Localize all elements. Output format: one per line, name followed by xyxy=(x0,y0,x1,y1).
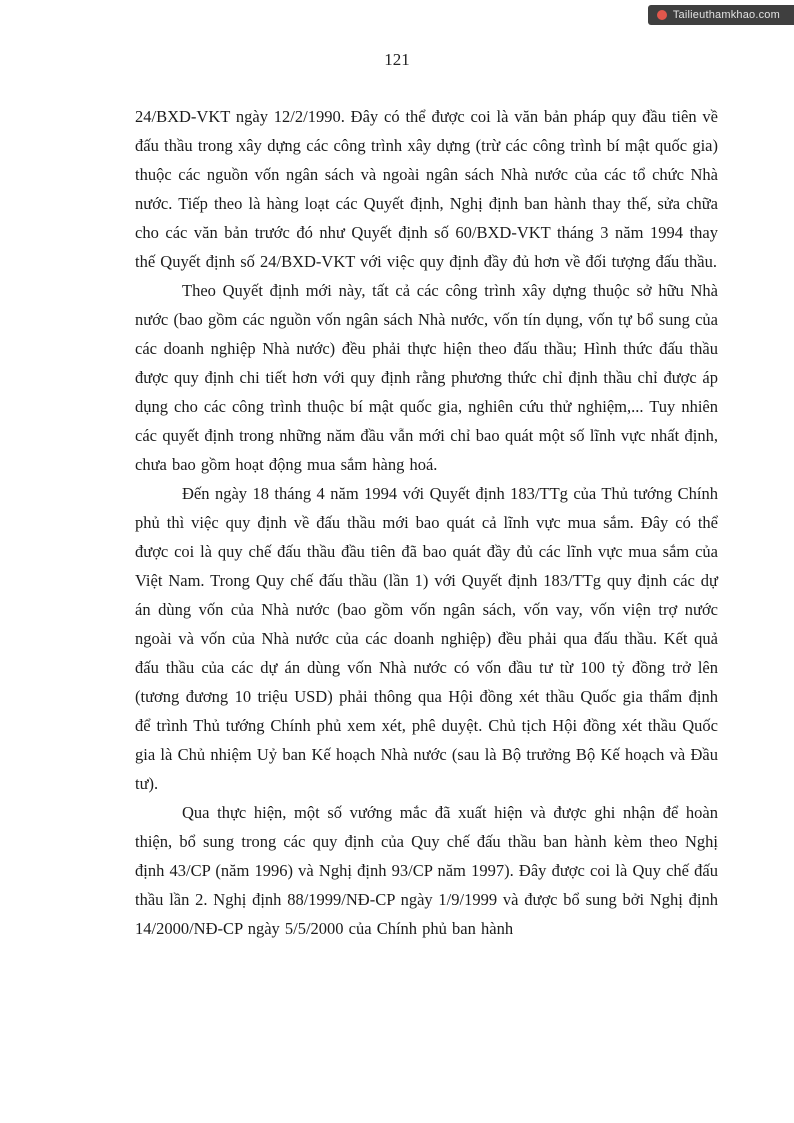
paragraph: Đến ngày 18 tháng 4 năm 1994 với Quyết định 183/TTg của Thủ tướng Chính phủ thì việc quy định về đấu thầu mới bao quát cả lĩnh vực mua sắm. Đây có thể được coi là quy chế đấu thầu đầu tiên đã bao quát đầy đủ các lĩnh vực mua sắm của Việt Nam. Trong Quy chế đấu thầu (lần 1) với Quyết định 183/TTg quy định các dự án dùng vốn của Nhà nước (bao gồm vốn ngân sách, vốn vay, vốn viện trợ nước ngoài và vốn của Nhà nước của các doanh nghiệp) đều phải qua đấu thầu. Kết quả đấu thầu của các dự án dùng vốn Nhà nước có vốn đầu tư từ 100 tỷ đồng trở lên (tương đương 10 triệu USD) phải thông qua Hội đồng xét thầu Quốc gia thẩm định để trình Thủ tướng Chính phủ xem xét, phê duyệt. Chủ tịch Hội đồng xét thầu Quốc gia là Chủ nhiệm Uỷ ban Kế hoạch Nhà nước (sau là Bộ trưởng Bộ Kế hoạch và Đầu tư). xyxy=(135,484,718,793)
document-body xyxy=(135,102,718,943)
watermark-logo-icon xyxy=(657,10,667,20)
paragraph: Qua thực hiện, một số vướng mắc đã xuất hiện và được ghi nhận để hoàn thiện, bổ sung trong các quy định của Quy chế đấu thầu ban hành kèm theo Nghị định 43/CP (năm 1996) và Nghị định 93/CP năm 1997). Đây được coi là Quy chế đấu thầu lần 2. Nghị định 88/1999/NĐ-CP ngày 1/9/1999 và được bổ sung bởi Nghị định 14/2000/NĐ-CP ngày 5/5/2000 của Chính phủ ban hành xyxy=(135,803,718,938)
paragraph: 24/BXD-VKT ngày 12/2/1990. Đây có thể được coi là văn bản pháp quy đầu tiên về đấu thầu trong xây dựng các công trình xây dựng (trừ các công trình bí mật quốc gia) thuộc các nguồn vốn ngân sách và ngoài ngân sách Nhà nước của các tổ chức Nhà nước. Tiếp theo là hàng loạt các Quyết định, Nghị định ban hành thay thế, sửa chữa cho các văn bản trước đó như Quyết định số 60/BXD-VKT tháng 3 năm 1994 thay thế Quyết định số 24/BXD-VKT với việc quy định đầy đủ hơn về đối tượng đấu thầu. xyxy=(135,107,718,271)
page-number: 121 xyxy=(384,50,410,69)
watermark-badge[interactable] xyxy=(648,5,794,25)
watermark-text: Tailieuthamkhao.com xyxy=(672,9,780,21)
paragraph: Theo Quyết định mới này, tất cả các công trình xây dựng thuộc sở hữu Nhà nước (bao gồm các nguồn vốn ngân sách Nhà nước, vốn tín dụng, vốn tự bổ sung của các doanh nghiệp Nhà nước) đều phải thực hiện theo đấu thầu; Hình thức đấu thầu được quy định chi tiết hơn với quy định rằng phương thức chỉ định thầu chỉ được áp dụng cho các công trình thuộc bí mật quốc gia, nghiên cứu thử nghiệm,... Tuy nhiên các quyết định trong những năm đầu vẫn mới chỉ bao quát một số lĩnh vực nhất định, chưa bao gồm hoạt động mua sắm hàng hoá. xyxy=(135,281,718,474)
